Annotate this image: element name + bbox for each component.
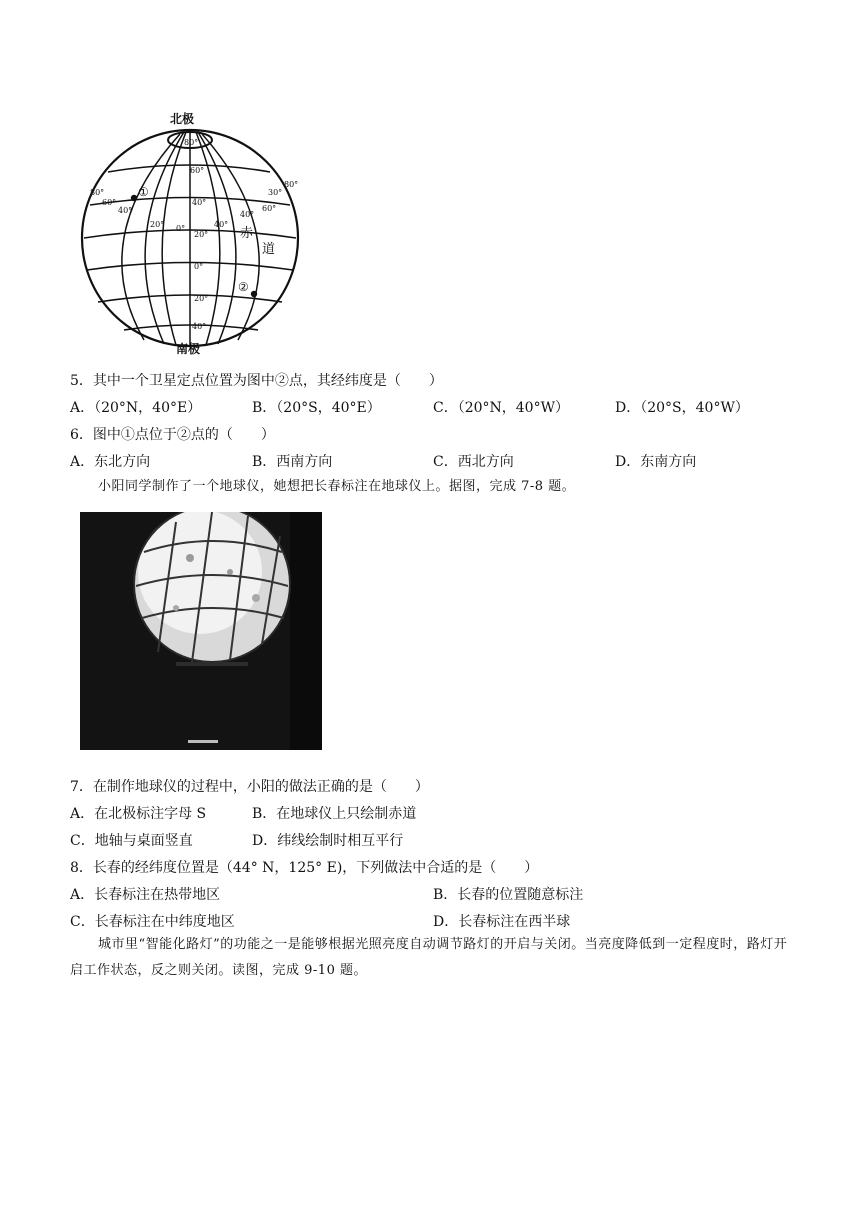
q5-option-a: A．（20°N，40°E） (70, 400, 202, 416)
q5-option-b: B．（20°S，40°E） (252, 400, 381, 416)
globe-photo-drawing (80, 512, 322, 750)
question-8-stem: 8．长春的经纬度位置是（44° N，125° E)，下列做法中合适的是（ ） (70, 860, 539, 876)
lon-label-right-2: 40° (240, 210, 255, 219)
north-pole-label: 北极 (170, 112, 195, 126)
intro-7-8: 小阳同学制作了一个地球仪，她想把长春标注在地球仪上。据图，完成 7-8 题。 (98, 479, 576, 494)
lon-label-right-4: 60° (262, 204, 277, 213)
lon-label-right-1: 40° (214, 220, 229, 229)
q6-option-c: C．西北方向 (433, 454, 514, 470)
lat-label-20n: 20° (194, 230, 209, 239)
question-6-stem: 6．图中①点位于②点的（ ） (70, 427, 275, 443)
lat-label-40: 40° (192, 198, 207, 207)
lat-label-20s: 20° (194, 294, 209, 303)
intro-9-10: 城市里“智能化路灯”的功能之一是能够根据光照亮度自动调节路灯的开启与关闭。当亮度降低到一定程度时，路灯开启工作状态，反之则关闭。读图，完成 9-10 题。 (70, 937, 788, 978)
q5-option-c: C．（20°N，40°W） (433, 400, 569, 416)
lon-label-left-20: 20° (150, 220, 165, 229)
lat-label-80: 80° (184, 138, 199, 147)
question-5-stem: 5．其中一个卫星定点位置为图中②点，其经纬度是（ ） (70, 373, 443, 389)
q8-option-d: D．长春标注在西半球 (433, 914, 571, 930)
q7-option-d: D．纬线绘制时相互平行 (252, 833, 404, 849)
q7-option-b: B．在地球仪上只绘制赤道 (252, 806, 417, 822)
q7-option-a: A．在北极标注字母 S (70, 806, 207, 822)
equator-char-1: 赤 (240, 226, 254, 241)
q5-option-d: D．（20°S，40°W） (615, 400, 749, 416)
q6-option-d: D．东南方向 (615, 454, 697, 470)
q8-option-b: B．长春的位置随意标注 (433, 887, 584, 903)
lon-label-right-5: 80° (284, 180, 299, 189)
question-7-stem: 7．在制作地球仪的过程中，小阳的做法正确的是（ ） (70, 779, 429, 795)
equator-char-2: 道 (262, 242, 276, 257)
lat-label-0: 0° (194, 262, 204, 271)
q8-option-c: C．长春标注在中纬度地区 (70, 914, 235, 930)
lon-label-right-3: 30° (268, 188, 283, 197)
lat-label-40s: 40° (192, 322, 207, 331)
q7-option-c: C．地轴与桌面竖直 (70, 833, 193, 849)
south-pole-label: 南极 (176, 342, 201, 356)
q6-option-a: A．东北方向 (70, 454, 151, 470)
lon-label-left-60: 60° (102, 198, 117, 207)
lon-label-left-0: 0° (176, 224, 186, 233)
lon-label-left-80: 80° (90, 188, 105, 197)
point-1-label: ① (138, 185, 149, 199)
q8-option-a: A．长春标注在热带地区 (70, 887, 221, 903)
point-2-label: ② (238, 280, 249, 294)
q6-option-b: B．西南方向 (252, 454, 333, 470)
globe-grid-figure (72, 110, 312, 360)
globe-photo (80, 512, 322, 750)
lat-label-60: 60° (190, 166, 205, 175)
lon-label-left-40: 40° (118, 206, 133, 215)
